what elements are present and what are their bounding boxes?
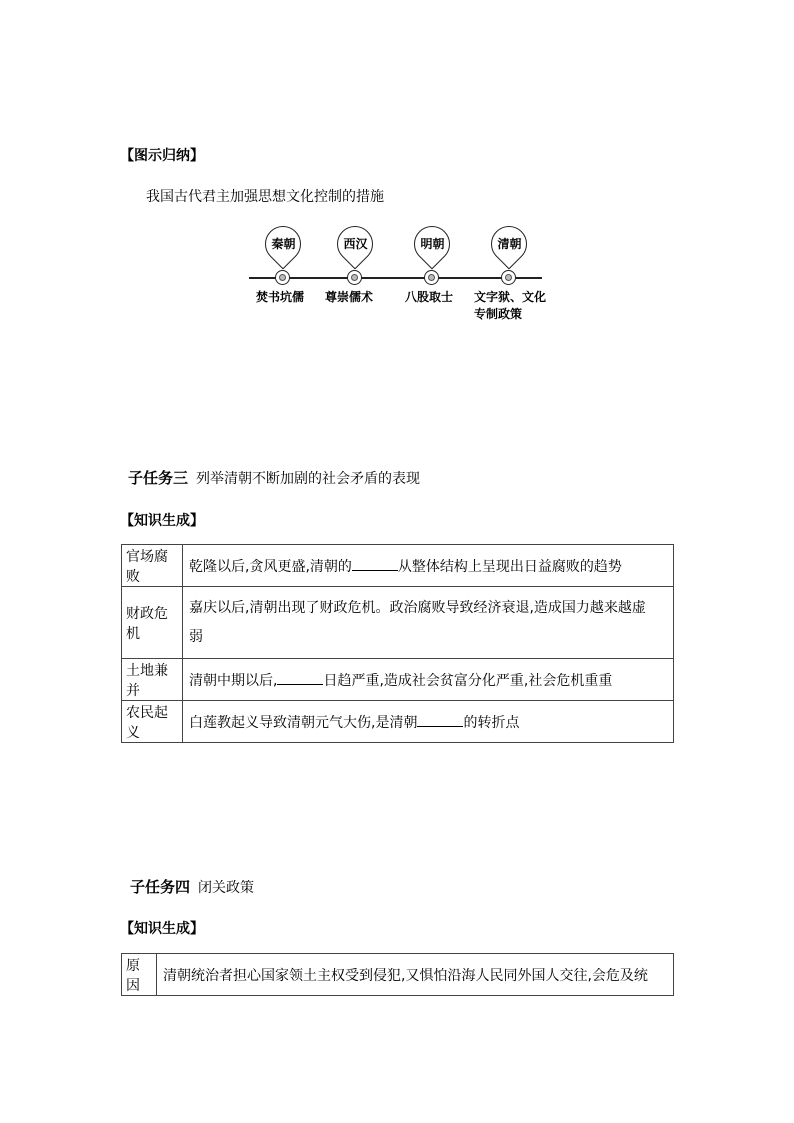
row-label: 财政危机 (122, 587, 183, 659)
section-heading: 【知识生成】 (120, 513, 204, 529)
table-row (122, 954, 674, 996)
row-label: 土地兼并 (122, 659, 183, 701)
section-heading: 【知识生成】 (120, 921, 204, 937)
row-label: 原因 (122, 954, 157, 996)
timeline-era: 秦朝 (271, 237, 296, 251)
row-content: 嘉庆以后,清朝出现了财政危机。政治腐败导致经济衰退,造成国力越来越虚 弱 (183, 587, 674, 659)
table-row (122, 545, 674, 587)
timeline-era: 西汉 (343, 237, 368, 251)
timeline-measure: 八股取士 (405, 290, 454, 304)
task-title-row (128, 467, 420, 488)
timeline-measure: 尊崇儒术 (325, 290, 374, 304)
timeline-measure: 焚书坑儒 (256, 290, 305, 304)
table-row (122, 701, 674, 743)
fill-blank[interactable] (352, 558, 398, 571)
timeline-dot (275, 270, 290, 285)
row-content: 乾隆以后,贪风更盛,清朝的 从整体结构上呈现出日益腐败的趋势 (183, 545, 674, 587)
timeline-caption: 我国古代君主加强思想文化控制的措施 (146, 189, 384, 205)
timeline-era: 明朝 (420, 237, 445, 251)
task-subtitle: 列举清朝不断加剧的社会矛盾的表现 (196, 471, 421, 487)
task-title-row (130, 876, 254, 897)
row-content: 清朝统治者担心国家领土主权受到侵犯,又惧怕沿海人民同外国人交往,会危及统 (157, 954, 674, 996)
row-content: 白莲教起义导致清朝元气大伤,是清朝 的转折点 (183, 701, 674, 743)
row-label: 农民起义 (122, 701, 183, 743)
task-title: 子任务三 (128, 469, 189, 487)
section-heading: 【图示归纳】 (120, 148, 204, 164)
task-subtitle: 闭关政策 (198, 880, 255, 896)
timeline-dot (501, 270, 516, 285)
knowledge-table (121, 544, 674, 743)
table-row (122, 659, 674, 701)
fill-blank[interactable] (277, 672, 323, 685)
knowledge-table (121, 953, 674, 996)
timeline-measure-line: 专制政策 (474, 307, 523, 321)
row-content: 清朝中期以后, 日趋严重,造成社会贫富分化严重,社会危机重重 (183, 659, 674, 701)
timeline-dot (347, 270, 362, 285)
timeline-dot (424, 270, 439, 285)
table-row (122, 587, 674, 659)
timeline-measure (474, 289, 546, 323)
task-title: 子任务四 (130, 878, 191, 896)
timeline-axis (249, 277, 542, 279)
row-label: 官场腐败 (122, 545, 183, 587)
timeline-measure-line: 文字狱、文化 (474, 290, 547, 304)
timeline-era: 清朝 (497, 237, 522, 251)
fill-blank[interactable] (417, 714, 463, 727)
